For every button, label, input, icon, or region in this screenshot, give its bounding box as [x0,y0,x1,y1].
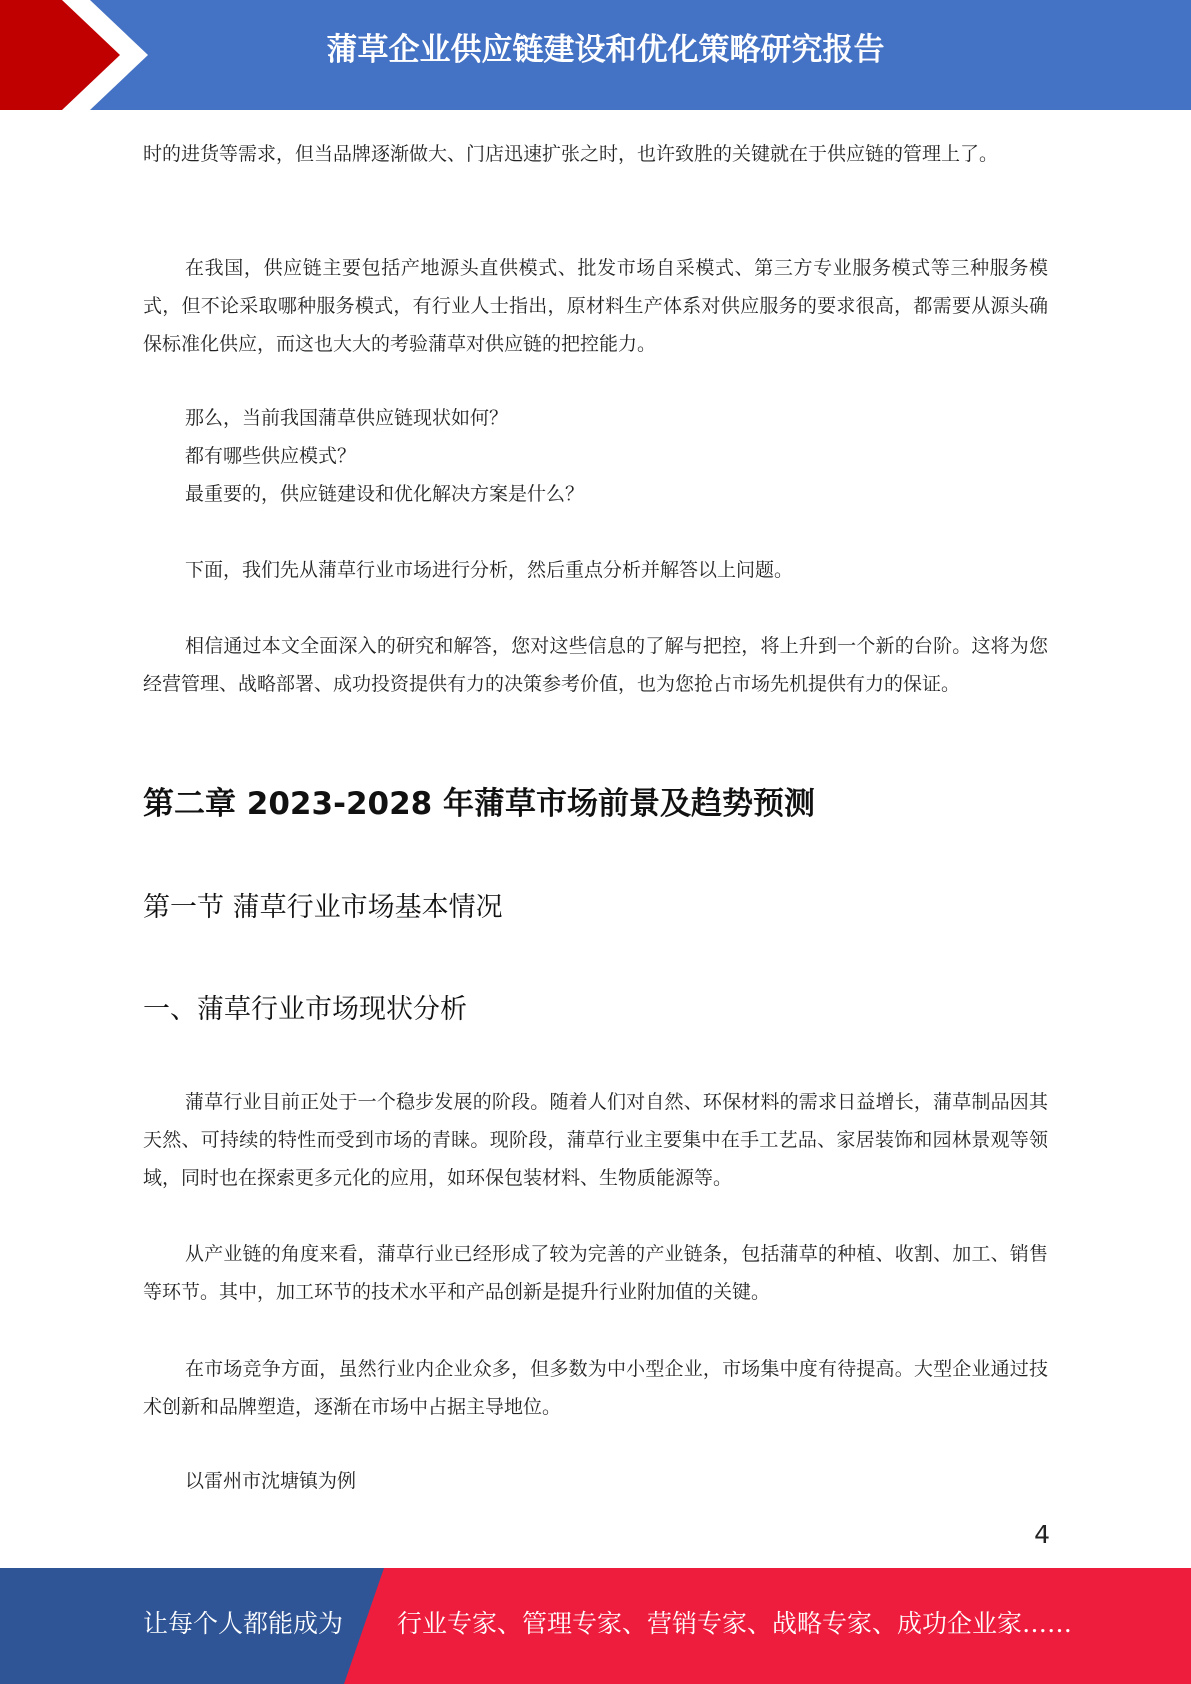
question-line: 那么，当前我国蒲草供应链现状如何？ [185,407,509,429]
body-paragraph: 以雷州市沈塘镇为例 [185,1470,357,1492]
body-paragraph: 相信通过本文全面深入的研究和解答，您对这些信息的了解与把控，将上升到一个新的台阶。这将为您经营管理、战略部署、成功投资提供有力的决策参考价值，也为您抢占市场先机提供有力的保证。 [143,635,1048,695]
body-paragraph: 在市场竞争方面，虽然行业内企业众多，但多数为中小型企业，市场集中度有待提高。大型企业通过技术创新和品牌塑造，逐渐在市场中占据主导地位。 [143,1358,1048,1418]
footer-slogan-left: 让每个人都能成为 [143,1609,344,1638]
section-heading: 第一节 蒲草行业市场基本情况 [143,892,503,923]
report-title: 蒲草企业供应链建设和优化策略研究报告 [326,32,885,68]
chapter-heading: 第二章 2023-2028 年蒲草市场前景及趋势预测 [143,786,816,822]
report-header [0,0,1191,110]
body-paragraph: 下面，我们先从蒲草行业市场进行分析，然后重点分析并解答以上问题。 [185,559,794,581]
body-paragraph: 时的进货等需求，但当品牌逐渐做大、门店迅速扩张之时，也许致胜的关键就在于供应链的管理上了。 [143,143,999,165]
question-line: 最重要的，供应链建设和优化解决方案是什么？ [185,483,585,505]
subsection-heading: 一、蒲草行业市场现状分析 [143,994,467,1025]
body-paragraph: 从产业链的角度来看，蒲草行业已经形成了较为完善的产业链条，包括蒲草的种植、收割、加工、销售等环节。其中，加工环节的技术水平和产品创新是提升行业附加值的关键。 [143,1243,1048,1303]
page-number: 4 [1034,1520,1050,1549]
footer-slogan-right: 行业专家、管理专家、营销专家、战略专家、成功企业家…… [397,1609,1073,1638]
body-paragraph: 在我国，供应链主要包括产地源头直供模式、批发市场自采模式、第三方专业服务模式等三种服务模式，但不论采取哪种服务模式，有行业人士指出，原材料生产体系对供应服务的要求很高，都需要从源头确保标准化供应，而这也大大的考验蒲草对供应链的把控能力。 [143,257,1048,355]
report-footer [0,1568,1191,1684]
question-line: 都有哪些供应模式？ [185,445,357,467]
body-paragraph: 蒲草行业目前正处于一个稳步发展的阶段。随着人们对自然、环保材料的需求日益增长，蒲草制品因其天然、可持续的特性而受到市场的青睐。现阶段，蒲草行业主要集中在手工艺品、家居装饰和园林景观等领域，同时也在探索更多元化的应用，如环保包装材料、生物质能源等。 [143,1091,1048,1189]
